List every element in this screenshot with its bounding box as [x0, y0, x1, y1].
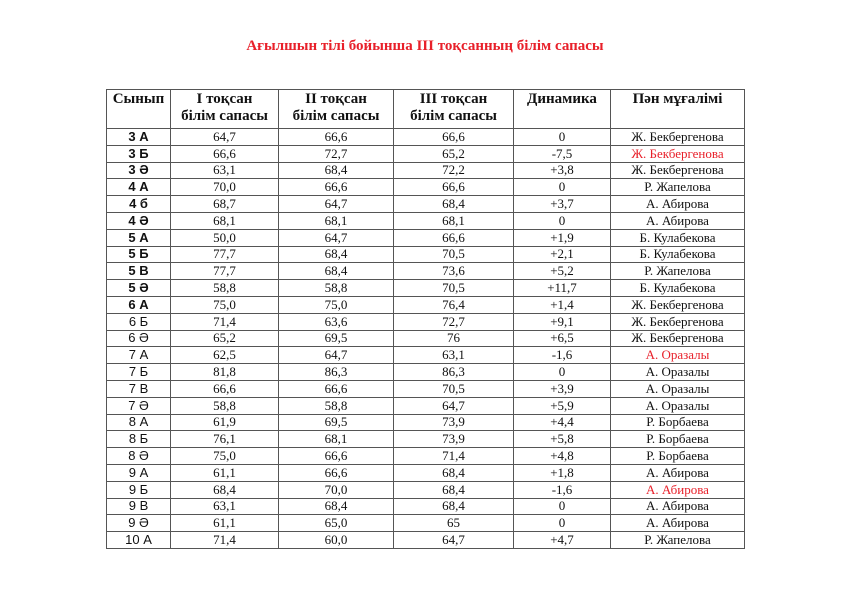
teacher-cell: Ж. Бекбергенова: [611, 162, 745, 179]
q2-cell: 69,5: [279, 414, 394, 431]
table-row: [107, 162, 745, 179]
q3-cell: 73,6: [394, 263, 514, 280]
q3-cell: 63,1: [394, 347, 514, 364]
dynamics-cell: -1,6: [514, 481, 611, 498]
teacher-cell: А. Абирова: [611, 196, 745, 213]
teacher-cell: Р. Борбаева: [611, 414, 745, 431]
q2-cell: 58,8: [279, 280, 394, 297]
q1-cell: 58,8: [171, 280, 279, 297]
teacher-cell: А. Оразалы: [611, 380, 745, 397]
dynamics-cell: +4,8: [514, 448, 611, 465]
table-row: [107, 397, 745, 414]
header-q3-line1: III тоқсан: [419, 91, 488, 107]
header-q1-line2: білім сапасы: [181, 108, 268, 124]
document-title: Ағылшын тілі бойынша III тоқсанның білім сапасы: [246, 38, 604, 54]
class-cell: 7 В: [107, 380, 171, 397]
q1-cell: 75,0: [171, 448, 279, 465]
q1-cell: 77,7: [171, 263, 279, 280]
q1-cell: 66,6: [171, 380, 279, 397]
teacher-cell: Р. Жапелова: [611, 263, 745, 280]
table-row: [107, 129, 745, 146]
q1-cell: 75,0: [171, 296, 279, 313]
teacher-cell: А. Абирова: [611, 498, 745, 515]
table-row: [107, 196, 745, 213]
dynamics-cell: +5,9: [514, 397, 611, 414]
dynamics-cell: 0: [514, 364, 611, 381]
dynamics-cell: +5,8: [514, 431, 611, 448]
header-q1-line1: I тоқсан: [196, 91, 253, 107]
table-row: [107, 364, 745, 381]
q2-cell: 66,6: [279, 380, 394, 397]
header-q2-line2: білім сапасы: [292, 108, 380, 124]
dynamics-cell: +11,7: [514, 280, 611, 297]
q3-cell: 64,7: [394, 532, 514, 549]
q2-cell: 66,6: [279, 464, 394, 481]
dynamics-cell: +3,9: [514, 380, 611, 397]
q1-cell: 68,1: [171, 212, 279, 229]
teacher-cell: Р. Борбаева: [611, 448, 745, 465]
q3-cell: 73,9: [394, 431, 514, 448]
q3-cell: 66,6: [394, 229, 514, 246]
table-row: [107, 246, 745, 263]
dynamics-cell: 0: [514, 498, 611, 515]
table-row: [107, 296, 745, 313]
dynamics-cell: -7,5: [514, 145, 611, 162]
q1-cell: 71,4: [171, 313, 279, 330]
class-cell: 6 Б: [107, 313, 171, 330]
dynamics-cell: +5,2: [514, 263, 611, 280]
header-class: [107, 90, 171, 129]
table-row: [107, 179, 745, 196]
header-teacher: [611, 90, 745, 129]
class-cell: 7 Ә: [107, 397, 171, 414]
q1-cell: 64,7: [171, 129, 279, 146]
q1-cell: 77,7: [171, 246, 279, 263]
q2-cell: 66,6: [279, 448, 394, 465]
q2-cell: 58,8: [279, 397, 394, 414]
q3-cell: 68,4: [394, 464, 514, 481]
q2-cell: 68,1: [279, 212, 394, 229]
q2-cell: 64,7: [279, 347, 394, 364]
table-row: [107, 532, 745, 549]
class-cell: 4 А: [107, 179, 171, 196]
dynamics-cell: +1,4: [514, 296, 611, 313]
table-row: [107, 145, 745, 162]
class-cell: 7 А: [107, 347, 171, 364]
q3-cell: 76,4: [394, 296, 514, 313]
dynamics-cell: +1,8: [514, 464, 611, 481]
q3-cell: 66,6: [394, 179, 514, 196]
dynamics-cell: +1,9: [514, 229, 611, 246]
header-class-label: Сынып: [112, 91, 165, 107]
q3-cell: 86,3: [394, 364, 514, 381]
teacher-cell: Р. Борбаева: [611, 431, 745, 448]
class-cell: 3 А: [107, 129, 171, 146]
q2-cell: 64,7: [279, 196, 394, 213]
header-q3-line2: білім сапасы: [410, 108, 497, 124]
class-cell: 9 Ә: [107, 515, 171, 532]
q2-cell: 65,0: [279, 515, 394, 532]
q2-cell: 68,4: [279, 498, 394, 515]
q1-cell: 68,4: [171, 481, 279, 498]
dynamics-cell: +4,7: [514, 532, 611, 549]
header-dynamics: [514, 90, 611, 129]
table-row: [107, 280, 745, 297]
q1-cell: 71,4: [171, 532, 279, 549]
table-row: [107, 464, 745, 481]
q1-cell: 66,6: [171, 145, 279, 162]
table-row: [107, 347, 745, 364]
table-row: [107, 515, 745, 532]
q2-cell: 69,5: [279, 330, 394, 347]
table-row: [107, 481, 745, 498]
class-cell: 8 Ә: [107, 448, 171, 465]
teacher-cell: А. Абирова: [611, 464, 745, 481]
teacher-cell: А. Абирова: [611, 212, 745, 229]
q1-cell: 62,5: [171, 347, 279, 364]
header-dynamics-label: Динамика: [527, 91, 597, 107]
q2-cell: 66,6: [279, 129, 394, 146]
q3-cell: 71,4: [394, 448, 514, 465]
q1-cell: 63,1: [171, 498, 279, 515]
q3-cell: 70,5: [394, 246, 514, 263]
q1-cell: 76,1: [171, 431, 279, 448]
q1-cell: 70,0: [171, 179, 279, 196]
q3-cell: 64,7: [394, 397, 514, 414]
class-cell: 6 А: [107, 296, 171, 313]
q3-cell: 70,5: [394, 380, 514, 397]
class-cell: 9 В: [107, 498, 171, 515]
q1-cell: 81,8: [171, 364, 279, 381]
q1-cell: 61,1: [171, 464, 279, 481]
teacher-cell: А. Оразалы: [611, 364, 745, 381]
q3-cell: 76: [394, 330, 514, 347]
q2-cell: 63,6: [279, 313, 394, 330]
table-row: [107, 380, 745, 397]
table-header-row: [107, 90, 745, 129]
q3-cell: 68,4: [394, 481, 514, 498]
dynamics-cell: 0: [514, 129, 611, 146]
table-row: [107, 313, 745, 330]
teacher-cell: Б. Кулабекова: [611, 246, 745, 263]
class-cell: 5 Б: [107, 246, 171, 263]
class-cell: 3 Ә: [107, 162, 171, 179]
header-q1: [171, 90, 279, 129]
class-cell: 8 А: [107, 414, 171, 431]
teacher-cell: Ж. Бекбергенова: [611, 313, 745, 330]
q2-cell: 75,0: [279, 296, 394, 313]
q3-cell: 68,4: [394, 498, 514, 515]
q3-cell: 68,1: [394, 212, 514, 229]
q1-cell: 63,1: [171, 162, 279, 179]
q3-cell: 73,9: [394, 414, 514, 431]
q3-cell: 65,2: [394, 145, 514, 162]
quality-table: [106, 89, 745, 549]
q1-cell: 61,1: [171, 515, 279, 532]
q3-cell: 70,5: [394, 280, 514, 297]
class-cell: 5 А: [107, 229, 171, 246]
q2-cell: 68,4: [279, 246, 394, 263]
class-cell: 9 А: [107, 464, 171, 481]
class-cell: 3 Б: [107, 145, 171, 162]
q1-cell: 50,0: [171, 229, 279, 246]
q2-cell: 70,0: [279, 481, 394, 498]
teacher-cell: А. Абирова: [611, 515, 745, 532]
table-row: [107, 448, 745, 465]
teacher-cell: Ж. Бекбергенова: [611, 145, 745, 162]
q3-cell: 65: [394, 515, 514, 532]
header-q2-line1: II тоқсан: [305, 91, 367, 107]
q2-cell: 86,3: [279, 364, 394, 381]
q2-cell: 68,4: [279, 263, 394, 280]
dynamics-cell: +9,1: [514, 313, 611, 330]
dynamics-cell: 0: [514, 179, 611, 196]
header-q3: [394, 90, 514, 129]
teacher-cell: Ж. Бекбергенова: [611, 296, 745, 313]
class-cell: 10 А: [107, 532, 171, 549]
teacher-cell: А. Оразалы: [611, 347, 745, 364]
q1-cell: 65,2: [171, 330, 279, 347]
teacher-cell: Б. Кулабекова: [611, 229, 745, 246]
table-body: [107, 129, 745, 549]
q3-cell: 72,7: [394, 313, 514, 330]
class-cell: 5 Ә: [107, 280, 171, 297]
dynamics-cell: 0: [514, 515, 611, 532]
q3-cell: 66,6: [394, 129, 514, 146]
teacher-cell: А. Оразалы: [611, 397, 745, 414]
teacher-cell: Ж. Бекбергенова: [611, 330, 745, 347]
teacher-cell: Р. Жапелова: [611, 532, 745, 549]
dynamics-cell: +2,1: [514, 246, 611, 263]
dynamics-cell: -1,6: [514, 347, 611, 364]
table-row: [107, 330, 745, 347]
teacher-cell: Р. Жапелова: [611, 179, 745, 196]
teacher-cell: Ж. Бекбергенова: [611, 129, 745, 146]
class-cell: 6 Ә: [107, 330, 171, 347]
table-row: [107, 414, 745, 431]
dynamics-cell: +3,7: [514, 196, 611, 213]
header-q2: [279, 90, 394, 129]
q2-cell: 68,1: [279, 431, 394, 448]
class-cell: 4 б: [107, 196, 171, 213]
class-cell: 4 Ә: [107, 212, 171, 229]
q2-cell: 72,7: [279, 145, 394, 162]
class-cell: 9 Б: [107, 481, 171, 498]
class-cell: 8 Б: [107, 431, 171, 448]
dynamics-cell: 0: [514, 212, 611, 229]
teacher-cell: Б. Кулабекова: [611, 280, 745, 297]
table-row: [107, 212, 745, 229]
class-cell: 5 В: [107, 263, 171, 280]
teacher-cell: А. Абирова: [611, 481, 745, 498]
q1-cell: 61,9: [171, 414, 279, 431]
table-row: [107, 431, 745, 448]
dynamics-cell: +6,5: [514, 330, 611, 347]
class-cell: 7 Б: [107, 364, 171, 381]
dynamics-cell: +3,8: [514, 162, 611, 179]
table-row: [107, 263, 745, 280]
table-row: [107, 229, 745, 246]
q2-cell: 60,0: [279, 532, 394, 549]
q1-cell: 58,8: [171, 397, 279, 414]
q2-cell: 64,7: [279, 229, 394, 246]
q1-cell: 68,7: [171, 196, 279, 213]
q3-cell: 72,2: [394, 162, 514, 179]
dynamics-cell: +4,4: [514, 414, 611, 431]
q2-cell: 68,4: [279, 162, 394, 179]
header-teacher-label: Пән мұғалімі: [632, 91, 723, 107]
q3-cell: 68,4: [394, 196, 514, 213]
q2-cell: 66,6: [279, 179, 394, 196]
table-row: [107, 498, 745, 515]
